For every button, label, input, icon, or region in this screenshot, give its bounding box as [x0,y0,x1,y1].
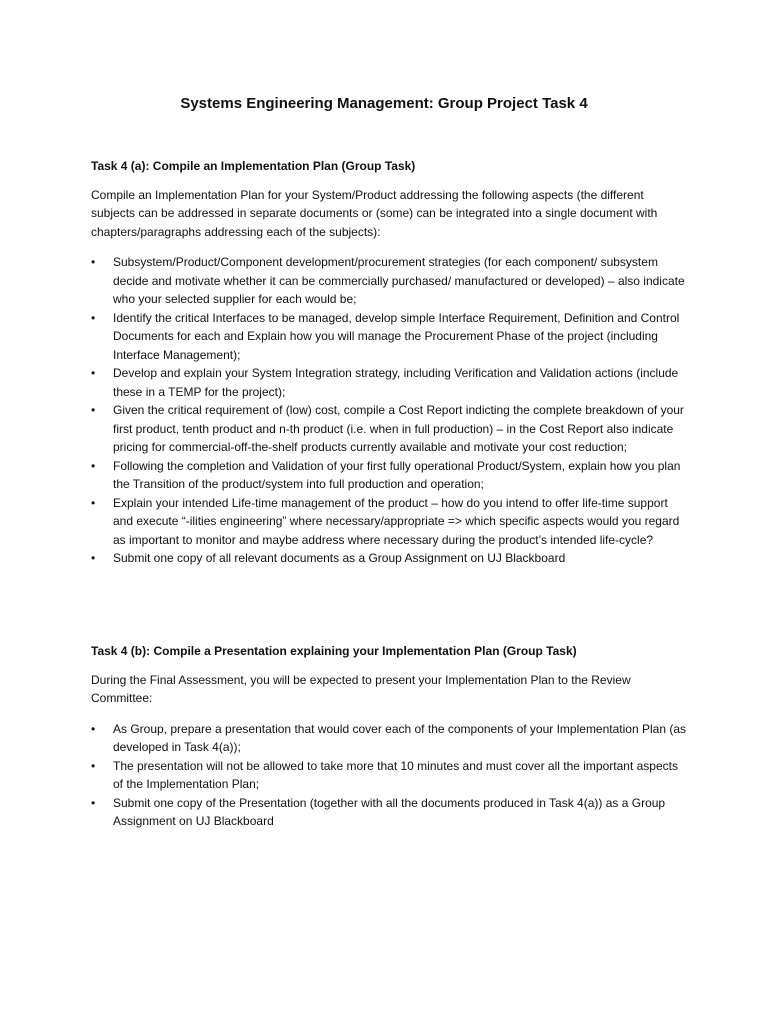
list-item [91,364,691,401]
list-item [91,401,691,457]
bullet-icon: • [91,721,96,736]
bullet-icon: • [91,758,96,773]
bullet-icon: • [91,255,96,269]
task-a-bullet-list [91,253,691,568]
list-item-text: Given the critical requirement of (low) cost, compile a Cost Report indicting the complete breakdown of your first product, tenth product and n-th product (i.e. when in full production) – in the Cost Report also indicate pricing for commercial-off-the-shelf products currently available and motivate your cost reduction; [113,403,684,454]
task-a-section [91,157,691,568]
list-item [91,309,691,365]
task-b-intro: During the Final Assessment, you will be expected to present your Implementation Plan to the Review Committee: [91,672,631,705]
list-item-text: The presentation will not be allowed to take more that 10 minutes and must cover all the important aspects of the Implementation Plan; [113,758,678,791]
bullet-icon: • [91,310,96,325]
list-item [91,494,691,550]
page-title: Systems Engineering Management: Group Project Task 4 [180,95,588,112]
list-item [91,253,691,309]
list-item-text: Identify the critical Interfaces to be managed, develop simple Interface Requirement, Definition and Control Documents for each and Explain how you will manage the Procurement Phase of the project (including Interface Management); [113,310,680,362]
task-b-heading: Task 4 (b): Compile a Presentation explaining your Implementation Plan (Group Task) [91,644,577,658]
bullet-icon: • [91,795,96,810]
task-a-heading: Task 4 (a): Compile an Implementation Plan (Group Task) [91,159,416,173]
list-item-text: Submit one copy of all relevant documents as a Group Assignment on UJ Blackboard [113,551,566,565]
list-item [91,794,691,831]
list-item-text: Submit one copy of the Presentation (together with all the documents produced in Task 4(a)) as a Group Assignment on UJ Blackboard [113,795,666,828]
list-item-text: Following the completion and Validation of your first fully operational Product/System, explain how you plan the Transition of the product/system into full production and operation; [113,458,681,491]
list-item [91,720,691,757]
bullet-icon: • [91,366,96,380]
task-b-bullet-list [91,720,691,831]
list-item-text: Develop and explain your System Integration strategy, including Verification and Validation actions (include these in a TEMP for the project); [113,366,679,399]
list-item [91,757,691,794]
bullet-icon: • [91,495,96,510]
task-b-section [91,642,691,831]
list-item [91,549,691,568]
bullet-icon: • [91,551,96,565]
bullet-icon: • [91,403,96,417]
list-item [91,457,691,494]
bullet-icon: • [91,458,96,473]
list-item-text: Explain your intended Life-time management of the product – how do you intend to offer life-time support and execute “-ilities engineering” where necessary/appropriate => which specific aspects would you regard as important to monitor and maybe address where necessary during the product’s intended life-cycle? [113,495,680,547]
list-item-text: Subsystem/Product/Component development/procurement strategies (for each component/ subsystem decide and motivate whether it can be commercially purchased/ manufactured or developed) – also indicate who your selected supplier for each would be; [113,255,685,306]
list-item-text: As Group, prepare a presentation that would cover each of the components of your Implementation Plan (as developed in Task 4(a)); [113,721,686,754]
task-a-intro: Compile an Implementation Plan for your System/Product addressing the following aspects (the different subjects can be addressed in separate documents or (some) can be integrated into a single document with chapters/paragraphs addressing each of the subjects): [91,187,658,239]
